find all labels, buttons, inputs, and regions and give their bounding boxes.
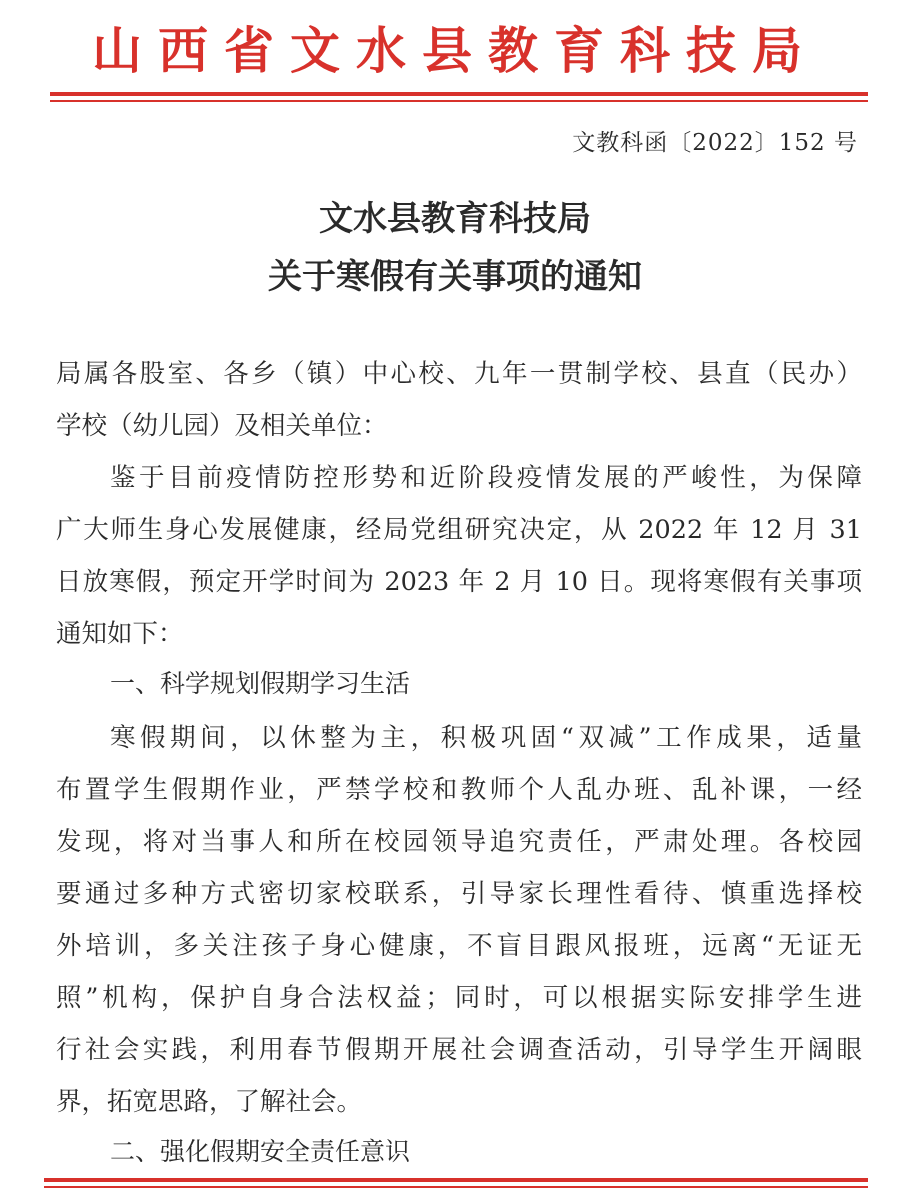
paragraph-line: 寒假期间，以休整为主，积极巩固“双减”工作成果，适量	[110, 723, 862, 753]
paragraph-line: 发现，将对当事人和所在校园领导追究责任，严肃处理。各校园	[56, 827, 862, 857]
paragraph-line: 要通过多种方式密切家校联系，引导家长理性看待、慎重选择校	[56, 879, 862, 909]
addressee-line: 学校（幼儿园）及相关单位：	[56, 411, 388, 441]
paragraph-line: 鉴于目前疫情防控形势和近阶段疫情发展的严峻性，为保障	[110, 463, 862, 493]
footer-rule-thick	[44, 1178, 868, 1182]
footer-rule-thin	[44, 1186, 868, 1188]
document-title-line-2: 关于寒假有关事项的通知	[268, 257, 642, 297]
paragraph-line: 广大师生身心发展健康，经局党组研究决定，从 2022 年 12 月 31	[56, 515, 862, 545]
paragraph-line: 布置学生假期作业，严禁学校和教师个人乱办班、乱补课，一经	[56, 775, 862, 805]
paragraph-line: 外培训，多关注孩子身心健康，不盲目跟风报班，远离“无证无	[56, 931, 862, 961]
paragraph-line: 界，拓宽思路，了解社会。	[56, 1087, 363, 1117]
paragraph-line: 通知如下：	[56, 619, 184, 649]
paragraph-line: 日放寒假，预定开学时间为 2023 年 2 月 10 日。现将寒假有关事项	[56, 567, 862, 597]
section-heading: 二、强化假期安全责任意识	[110, 1137, 411, 1166]
section-heading: 一、科学规划假期学习生活	[110, 669, 411, 698]
document-title-line-1: 文水县教育科技局	[319, 199, 591, 239]
paragraph-line: 照”机构，保护自身合法权益；同时，可以根据实际安排学生进	[56, 983, 862, 1013]
document-number: 文教科函〔2022〕152 号	[572, 130, 858, 156]
addressee-line: 局属各股室、各乡（镇）中心校、九年一贯制学校、县直（民办）	[56, 359, 862, 389]
header-rule-thin	[50, 100, 868, 102]
header-rule-thick	[50, 92, 868, 96]
agency-name: 山西省文水县教育科技局	[92, 21, 818, 80]
paragraph-line: 行社会实践，利用春节假期开展社会调查活动，引导学生开阔眼	[56, 1035, 862, 1065]
